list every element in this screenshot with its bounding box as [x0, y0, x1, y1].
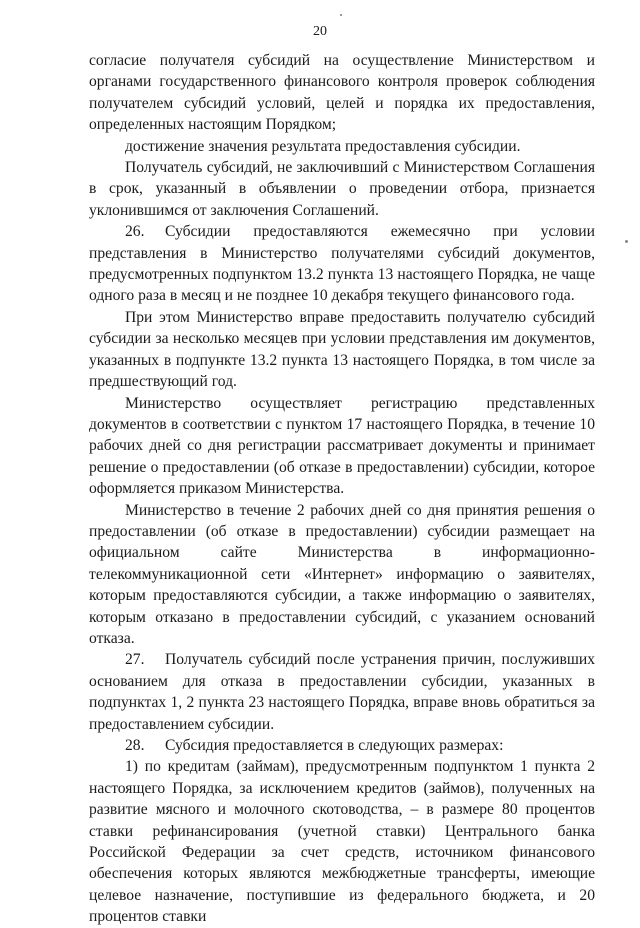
paragraph-text: Получатель субсидий, не заключивший с Министерством Соглашения в срок, указанный в объявлении о проведении отбора, признается уклонившимся от заключения Соглашений.	[89, 159, 595, 219]
paragraph	[89, 756, 595, 927]
paragraph-text: Министерство осуществляет регистрацию представленных документов в соответствии с пунктом 17 настоящего Порядка, в течение 10 рабочих дней со дня регистрации рассматривает документы и принимает решение о предоставлении (об отказе в предоставлении) субсидии, которое оформляется приказом Министерства.	[89, 394, 595, 498]
paragraph	[89, 157, 595, 221]
scan-mark	[340, 14, 342, 16]
paragraph-text: Министерство в течение 2 рабочих дней со дня принятия решения о предоставлении (об отказе в предоставлении) субсидии размещает на официальном сайте Министерства в информационно-телекоммуникационной сети «Интернет» информацию о заявителях, которым предоставляются субсидии, а также информацию о заявителях, которым отказано в предоставлении субсидий, с указанием оснований отказа.	[89, 501, 595, 647]
paragraph-text: Субсидии предоставляются ежемесячно при условии представления в Министерство получателями субсидий документов, предусмотренных подпунктом 13.2 пункта 13 настоящего Порядка, не чаще одного раза в месяц и не позднее 10 декабря текущего финансового года.	[89, 223, 595, 305]
paragraph-item-26	[89, 221, 595, 307]
page-number: 20	[313, 24, 327, 39]
item-number: 26.	[125, 223, 145, 241]
item-number: 27.	[125, 651, 145, 669]
paragraph-item-27	[89, 649, 595, 735]
paragraph	[89, 500, 595, 650]
paragraph-text: согласие получателя субсидий на осуществление Министерством и органами государственного финансового контроля проверок соблюдения получателем субсидий условий, целей и порядка их предоставления, определенных настоящим Порядком;	[89, 52, 595, 134]
paragraph	[89, 136, 595, 157]
scan-mark	[625, 240, 628, 243]
paragraph-text: При этом Министерство вправе предоставить получателю субсидий субсидии за несколько месяцев при условии представления им документов, указанных в подпункте 13.2 пункта 13 настоящего Порядка, в том числе за предшествующий год.	[89, 308, 595, 391]
paragraph	[89, 393, 595, 500]
item-number: 28.	[125, 737, 145, 754]
paragraph	[89, 307, 595, 393]
paragraph-text: Субсидия предоставляется в следующих размерах:	[165, 737, 504, 754]
paragraph-text: достижение значения результата предоставления субсидии.	[125, 137, 521, 155]
paragraph	[89, 50, 595, 136]
document-body	[89, 50, 595, 928]
paragraph-item-28	[89, 735, 595, 756]
paragraph-text: 1) по кредитам (займам), предусмотренным подпунктом 1 пункта 2 настоящего Порядка, за исключением кредитов (займов), полученных на развитие мясного и молочного скотоводства, – в размере 80 процентов ставки рефинансирования (учетной ставки) Центрального банка Российской Федерации за счет средств, источником финансового обеспечения которых являются межбюджетные трансферты, имеющие целевое назначение, поступившие из федерального бюджета, и 20 процентов ставки	[89, 758, 595, 926]
paragraph-text: Получатель субсидий после устранения причин, послуживших основанием для отказа в предоставлении субсидии, указанных в подпунктах 1, 2 пункта 23 настоящего Порядка, вправе вновь обратиться за предоставлением субсидии.	[89, 651, 595, 733]
